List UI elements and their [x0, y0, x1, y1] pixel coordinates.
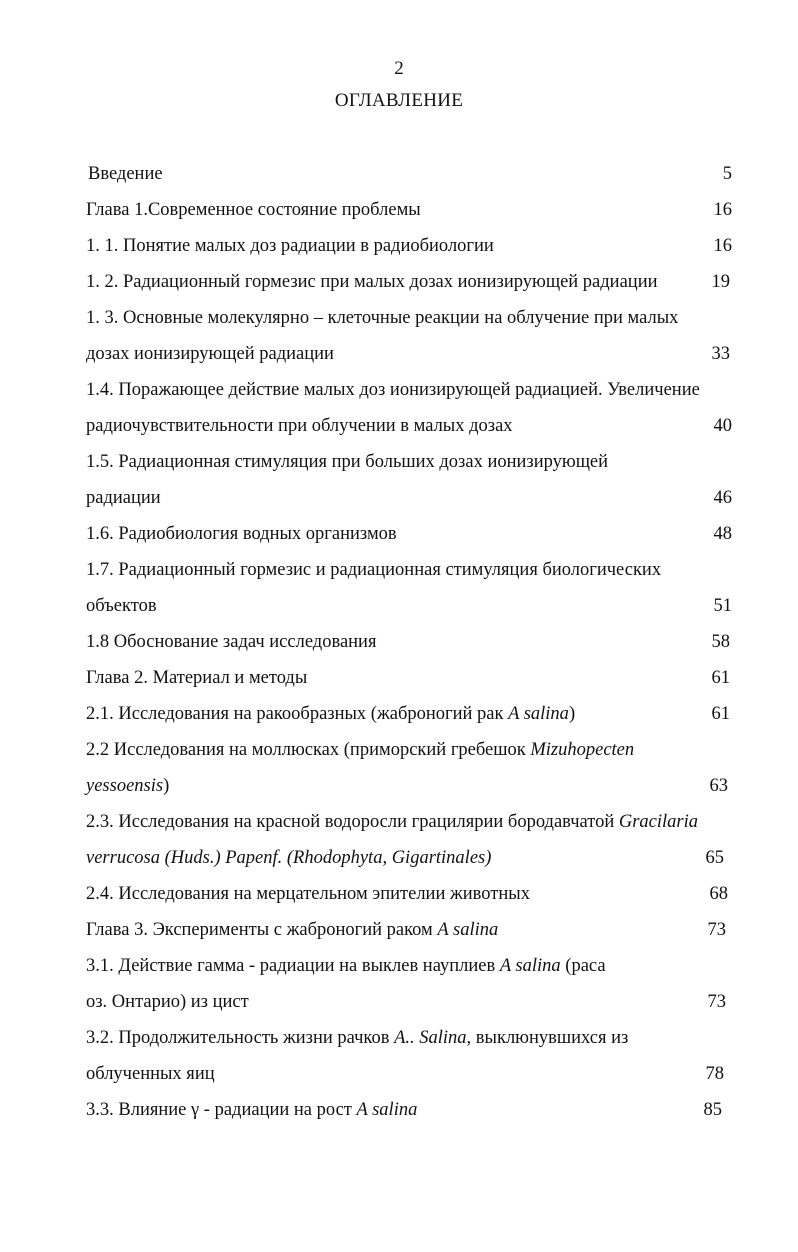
toc-entry-text: 2.3. Исследования на красной водоросли грацилярии бородавчатой [86, 812, 619, 832]
toc-entry-text: дозах ионизирующей радиации [86, 344, 334, 364]
toc-entry-page: 73 [707, 992, 726, 1012]
toc-entry-title [86, 732, 634, 768]
toc-entry [0, 732, 798, 768]
toc-entry-page: 68 [709, 884, 728, 904]
toc-entry [0, 372, 798, 408]
toc-entry-text: 3.2. Продолжительность жизни рачков [86, 1028, 395, 1048]
toc-entry-title [86, 876, 530, 912]
toc-entry-title [86, 1056, 215, 1092]
toc-entry-text: объектов [86, 596, 157, 616]
toc-entry-text: облученных яиц [86, 1064, 215, 1084]
toc-entry-text: 1. 2. Радиационный гормезис при малых дозах ионизирующей радиации [86, 272, 658, 292]
toc-entry-page: 48 [713, 524, 732, 544]
toc-entry-text: радиации [86, 488, 161, 508]
toc-entry-title [86, 912, 498, 948]
toc-entry-text: Введение [88, 164, 163, 184]
toc-entry-title [88, 156, 163, 192]
toc-entry-title [86, 660, 307, 696]
toc-entry [0, 588, 798, 624]
toc-entry-text: Глава 1.Современное состояние проблемы [86, 200, 421, 220]
toc-entry [0, 1092, 798, 1128]
toc-entry-title [86, 264, 658, 300]
toc-entry-page: 61 [711, 668, 730, 688]
toc-entry-text: A salina [356, 1100, 418, 1120]
toc-entry-page: 33 [711, 344, 730, 364]
toc-entry-page: 40 [713, 416, 732, 436]
toc-entry-page: 58 [711, 632, 730, 652]
toc-entry-title [86, 1092, 417, 1128]
toc-entry-text: оз. Онтарио) из цист [86, 992, 249, 1012]
toc-entry-title [86, 300, 678, 336]
toc-entry [0, 876, 798, 912]
toc-entry-page: 5 [722, 164, 732, 184]
toc-entry-text: (раса [560, 956, 606, 976]
toc-entry-text: Gracilaria [618, 812, 698, 832]
toc-entry [0, 696, 798, 732]
toc-entry-title [86, 228, 494, 264]
toc-entry-title [86, 480, 161, 516]
toc-entry-text: 3.1. Действие гамма - радиации на выклев науплиев [86, 956, 500, 976]
toc-entry-text: 1.6. Радиобиология водных организмов [86, 524, 397, 544]
toc-entry-page: 16 [713, 236, 732, 256]
toc-entry [0, 156, 798, 192]
toc-entry-text: ) [568, 704, 576, 724]
toc-entry-text: A salina [508, 704, 569, 724]
toc-entry-text: A salina [499, 956, 561, 976]
toc-entry-text: 2.4. Исследования на мерцательном эпителии животных [86, 884, 530, 904]
toc-entry [0, 264, 798, 300]
toc-entry [0, 444, 798, 480]
toc-entry-page: 85 [703, 1100, 722, 1120]
toc-entry-text: 1.7. Радиационный гормезис и радиационная стимуляция биологических [86, 560, 662, 580]
toc-entry-text: 3.3. Влияние γ - радиации на рост [86, 1100, 357, 1120]
toc-entry-text: 1.5. Радиационная стимуляция при больших дозах ионизирующей [86, 452, 609, 472]
toc-entry [0, 984, 798, 1020]
toc-entry-title [86, 840, 491, 876]
toc-entry-text: 1.8 Обоснование задач исследования [86, 632, 377, 652]
toc-entry [0, 912, 798, 948]
toc-entry-page: 63 [709, 776, 728, 796]
toc-entry-text: 2.2 Исследования на моллюсках (приморский гребешок [86, 740, 531, 760]
toc-entry-title [86, 948, 606, 984]
toc-entry-text: yessoensis [86, 776, 164, 796]
toc-entry [0, 552, 798, 588]
toc-entry-title [86, 624, 376, 660]
toc-entry-page: 65 [705, 848, 724, 868]
toc-entry [0, 336, 798, 372]
toc-entry-title [86, 696, 575, 732]
toc-entry-text: ) [163, 776, 170, 796]
toc-entry-text: 1.4. Поражающее действие малых доз ионизирующей радиацией. Увеличение [86, 380, 700, 400]
toc-entry-title [86, 444, 608, 480]
table-of-contents [0, 156, 798, 1128]
toc-entry-page: 46 [713, 488, 732, 508]
toc-entry-page: 61 [711, 704, 730, 724]
toc-entry [0, 516, 798, 552]
toc-entry-title [86, 372, 700, 408]
toc-entry [0, 408, 798, 444]
toc-entry [0, 300, 798, 336]
toc-entry-title [86, 408, 513, 444]
toc-entry-title [86, 984, 249, 1020]
toc-entry-page: 78 [705, 1064, 724, 1084]
toc-entry-title [86, 804, 698, 840]
toc-entry-text: Глава 3. Эксперименты с жаброногий раком [86, 920, 438, 940]
toc-entry-text: 2.1. Исследования на ракообразных (жаброногий рак [86, 704, 509, 724]
toc-entry-text: 1. 1. Понятие малых доз радиации в радиобиологии [86, 236, 494, 256]
page-title: ОГЛАВЛЕНИЕ [334, 90, 464, 111]
toc-entry-page: 51 [713, 596, 732, 616]
toc-entry [0, 1056, 798, 1092]
toc-entry-title [86, 768, 169, 804]
toc-entry-text: 1. 3. Основные молекулярно – клеточные реакции на облучение при малых [86, 308, 679, 328]
toc-entry-text: , выклюнувшихся из [466, 1028, 629, 1048]
toc-entry [0, 768, 798, 804]
toc-entry-title [86, 588, 157, 624]
toc-entry-text: Глава 2. Материал и методы [86, 668, 308, 688]
toc-entry [0, 192, 798, 228]
toc-entry-page: 19 [711, 272, 730, 292]
toc-entry-title [86, 192, 421, 228]
toc-entry-text: радиочувствительности при облучении в малых дозах [86, 416, 513, 436]
page-number: 2 [394, 58, 404, 79]
toc-entry [0, 1020, 798, 1056]
toc-entry-title [86, 552, 661, 588]
toc-entry [0, 480, 798, 516]
toc-entry-text: Mizuhopecten [530, 740, 635, 760]
toc-entry-title [86, 1020, 628, 1056]
toc-entry-page: 73 [707, 920, 726, 940]
toc-entry [0, 660, 798, 696]
toc-entry [0, 228, 798, 264]
toc-entry [0, 804, 798, 840]
toc-entry-text: verrucosa (Huds.) Papenf. (Rhodophyta, Gigartinales) [86, 848, 492, 868]
toc-entry [0, 840, 798, 876]
toc-entry [0, 624, 798, 660]
toc-entry-title [86, 336, 334, 372]
toc-entry-text: A salina [437, 920, 499, 940]
toc-entry-text: A.. Salina [394, 1028, 467, 1048]
toc-entry-page: 16 [713, 200, 732, 220]
toc-entry [0, 948, 798, 984]
toc-entry-title [86, 516, 397, 552]
